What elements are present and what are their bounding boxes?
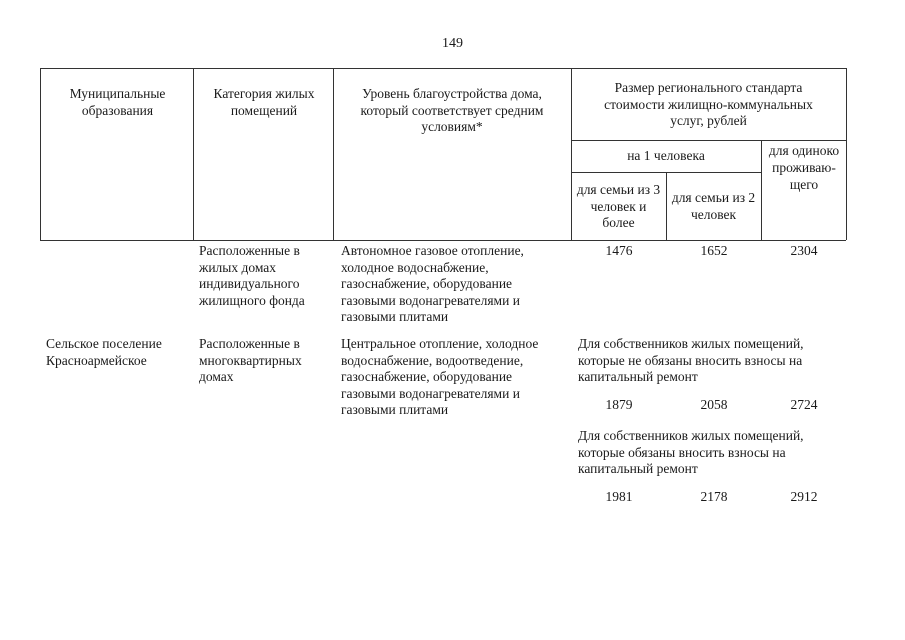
row2-note-capital-repair: Для собственников жилых помещений, которые обязаны вносить взносы на капитальный ремонт bbox=[578, 428, 804, 476]
table-top-border bbox=[40, 68, 846, 69]
row2-municipal: Сельское поселение Красноармейское bbox=[46, 336, 162, 368]
row1-value-family3: 1476 bbox=[605, 243, 633, 258]
col-line-7 bbox=[846, 68, 847, 240]
row2-value1-single: 2724 bbox=[790, 397, 818, 412]
header-municipal: Муниципальные образования bbox=[69, 86, 166, 118]
header-family-3: для семьи из 3 человек и более bbox=[576, 182, 661, 230]
row2-value1-family3: 1879 bbox=[605, 397, 633, 412]
row2-value2-family2: 2178 bbox=[700, 489, 728, 504]
row1-category: Расположенные в жилых домах индивидуального жилищного фонда bbox=[199, 243, 305, 308]
row2-value2-family3: 1981 bbox=[605, 489, 633, 504]
row2-category: Расположенные в многоквартирных домах bbox=[199, 336, 302, 384]
row2-level: Центральное отопление, холодное водоснабжение, водоотведение, газоснабжение, оборудование газовыми водонагревателями и газовыми плитами bbox=[341, 336, 539, 417]
row2-note-no-capital-repair: Для собственников жилых помещений, которые не обязаны вносить взносы на капитальный ремонт bbox=[578, 336, 804, 384]
row1-level: Автономное газовое отопление, холодное водоснабжение, газоснабжение, оборудование газовыми водонагревателями и газовыми плитами bbox=[341, 243, 524, 324]
header-standard-size: Размер регионального стандарта стоимости жилищно-коммунальных услуг, рублей bbox=[604, 80, 813, 128]
col-line-4 bbox=[571, 68, 572, 240]
row2-value2-single: 2912 bbox=[790, 489, 818, 504]
page-number: 149 bbox=[442, 36, 463, 51]
header-category: Категория жилых помещений bbox=[213, 86, 315, 118]
row2-value1-family2: 2058 bbox=[700, 397, 728, 412]
header-divider-1 bbox=[571, 140, 846, 141]
col-line-1 bbox=[40, 68, 41, 240]
row1-value-single: 2304 bbox=[790, 243, 818, 258]
header-single-resident: для одиноко проживаю-щего bbox=[768, 143, 840, 192]
header-per-person: на 1 человека bbox=[627, 148, 705, 163]
col-line-5 bbox=[666, 172, 667, 240]
col-line-6 bbox=[761, 140, 762, 240]
row1-value-family2: 1652 bbox=[700, 243, 728, 258]
col-line-2 bbox=[193, 68, 194, 240]
header-level: Уровень благоустройства дома, который соответствует средним условиям* bbox=[360, 86, 544, 134]
col-line-3 bbox=[333, 68, 334, 240]
header-bottom-border bbox=[40, 240, 846, 241]
header-family-2: для семьи из 2 человек bbox=[671, 190, 756, 222]
